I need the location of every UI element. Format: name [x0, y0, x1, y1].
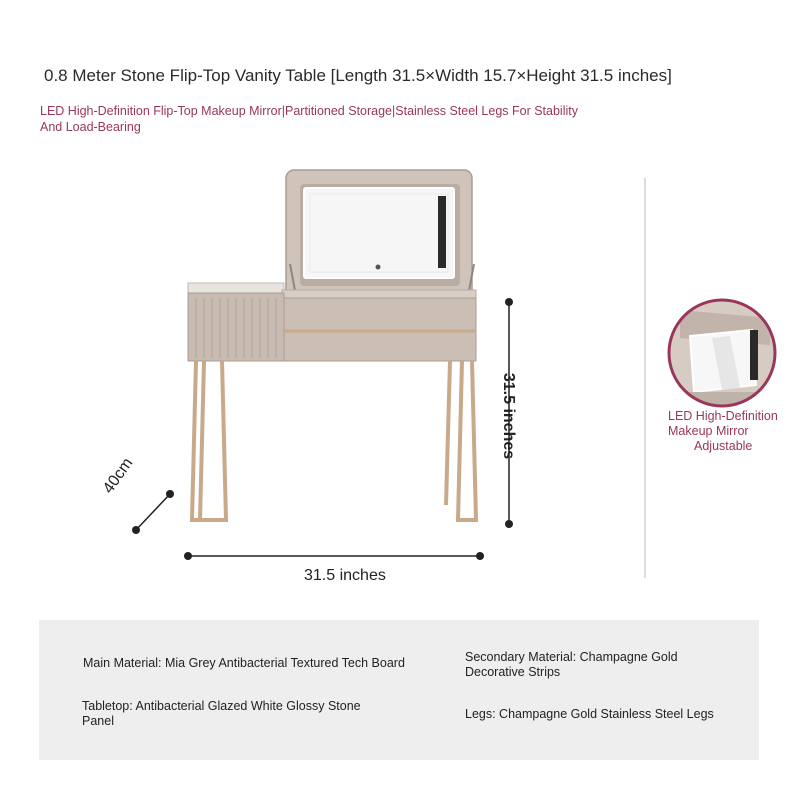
spec-legs: Legs: Champagne Gold Stainless Steel Legs: [465, 707, 714, 721]
spec-main-material: Main Material: Mia Grey Antibacterial Textured Tech Board: [83, 656, 405, 670]
spec-secondary-material: Secondary Material: Champagne Gold Decorative Strips: [465, 650, 678, 679]
depth-dimension-line: [132, 490, 174, 534]
page-title: 0.8 Meter Stone Flip-Top Vanity Table [Length 31.5×Width 15.7×Height 31.5 inches]: [44, 66, 672, 85]
stainless-steel-legs: [192, 361, 476, 520]
spec-tabletop: Tabletop: Antibacterial Glazed White Glossy Stone Panel: [82, 699, 361, 728]
height-label: 31.5 inches: [500, 372, 517, 460]
feature-line-1: LED High-Definition: [668, 409, 778, 423]
feature-line-3: Adjustable: [694, 439, 753, 453]
cabinet-body: [188, 293, 476, 361]
width-dimension-line: [184, 552, 484, 560]
depth-label: 40cm: [100, 454, 137, 497]
feature-line-2: Makeup Mirror: [668, 424, 749, 438]
led-makeup-mirror: [304, 188, 454, 278]
specifications-panel: [39, 620, 759, 760]
mirror-feature-caption: [668, 409, 778, 454]
open-compartment-rim: [282, 290, 476, 298]
page-subtitle: LED High-Definition Flip-Top Makeup Mirror|Partitioned Storage|Stainless Steel Legs For Stability And Load-Bearing: [40, 104, 578, 134]
width-label: 31.5 inches: [304, 567, 386, 584]
stone-tabletop: [188, 283, 284, 293]
